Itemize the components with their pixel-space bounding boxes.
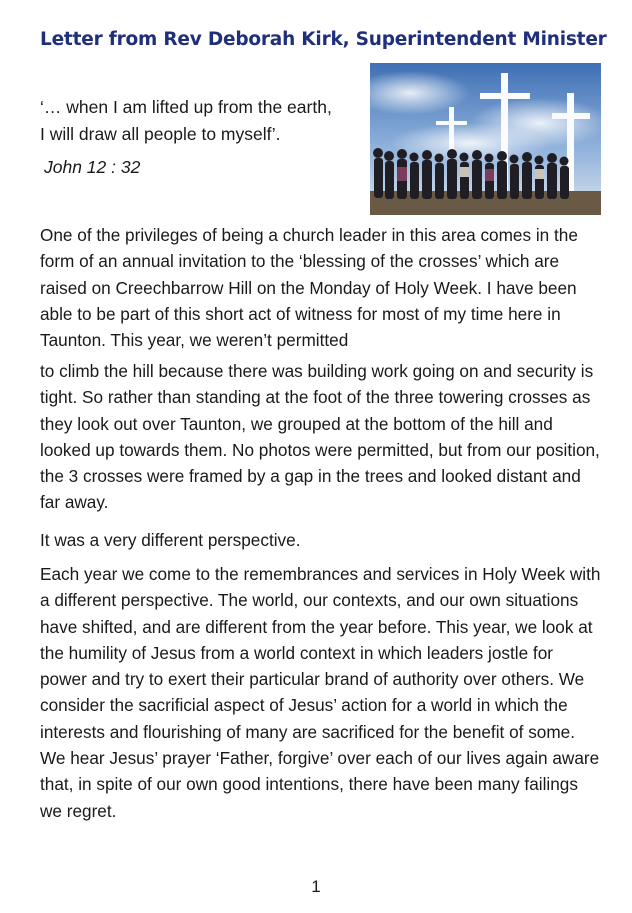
page-number: 1 (311, 877, 321, 896)
body-paragraph-3: It was a very different perspective. (40, 530, 301, 550)
body-paragraph-2: to climb the hill because there was building work going on and security is tight. So rather than standing at the foot of the three towering crosses as they look out over Taunton, we grouped at the bottom of the hill and looked up towards them. No photos were permitted, but from our position, the 3 crosses were framed by a gap in the trees and looked distant and far away. (40, 361, 600, 513)
quote-line-2: I will draw all people to myself’. (40, 124, 281, 144)
quote-reference: John 12 : 32 (44, 157, 141, 177)
body-paragraph-1: One of the privileges of being a church leader in this area comes in the form of an annual invitation to the ‘blessing of the crosses’ which are raised on Creechbarrow Hill on the Monday of Holy Week. I have been able to be part of this short act of witness for most of my time here in Taunton. This year, we weren’t permitted (40, 225, 578, 351)
quote-line-1: ‘… when I am lifted up from the earth, (40, 97, 332, 117)
crosses-photo (370, 63, 601, 215)
body-paragraph-4: Each year we come to the remembrances and services in Holy Week with a different perspective. The world, our contexts, and our own situations have shifted, and are different from the year before. This year, we look at the humility of Jesus from a world context in which leaders jostle for power and try to exert their particular brand of authority over others. We consider the sacrificial aspect of Jesus’ action for a world in which the interests and flourishing of many are sacrificed for the benefit of some. We hear Jesus’ prayer ‘Father, forgive’ over each of our lives again aware that, in spite of our own good intentions, there have been many failings we regret. (40, 564, 601, 821)
bible-quote (40, 94, 370, 148)
letter-title: Letter from Rev Deborah Kirk, Superintendent Minister (40, 29, 607, 50)
